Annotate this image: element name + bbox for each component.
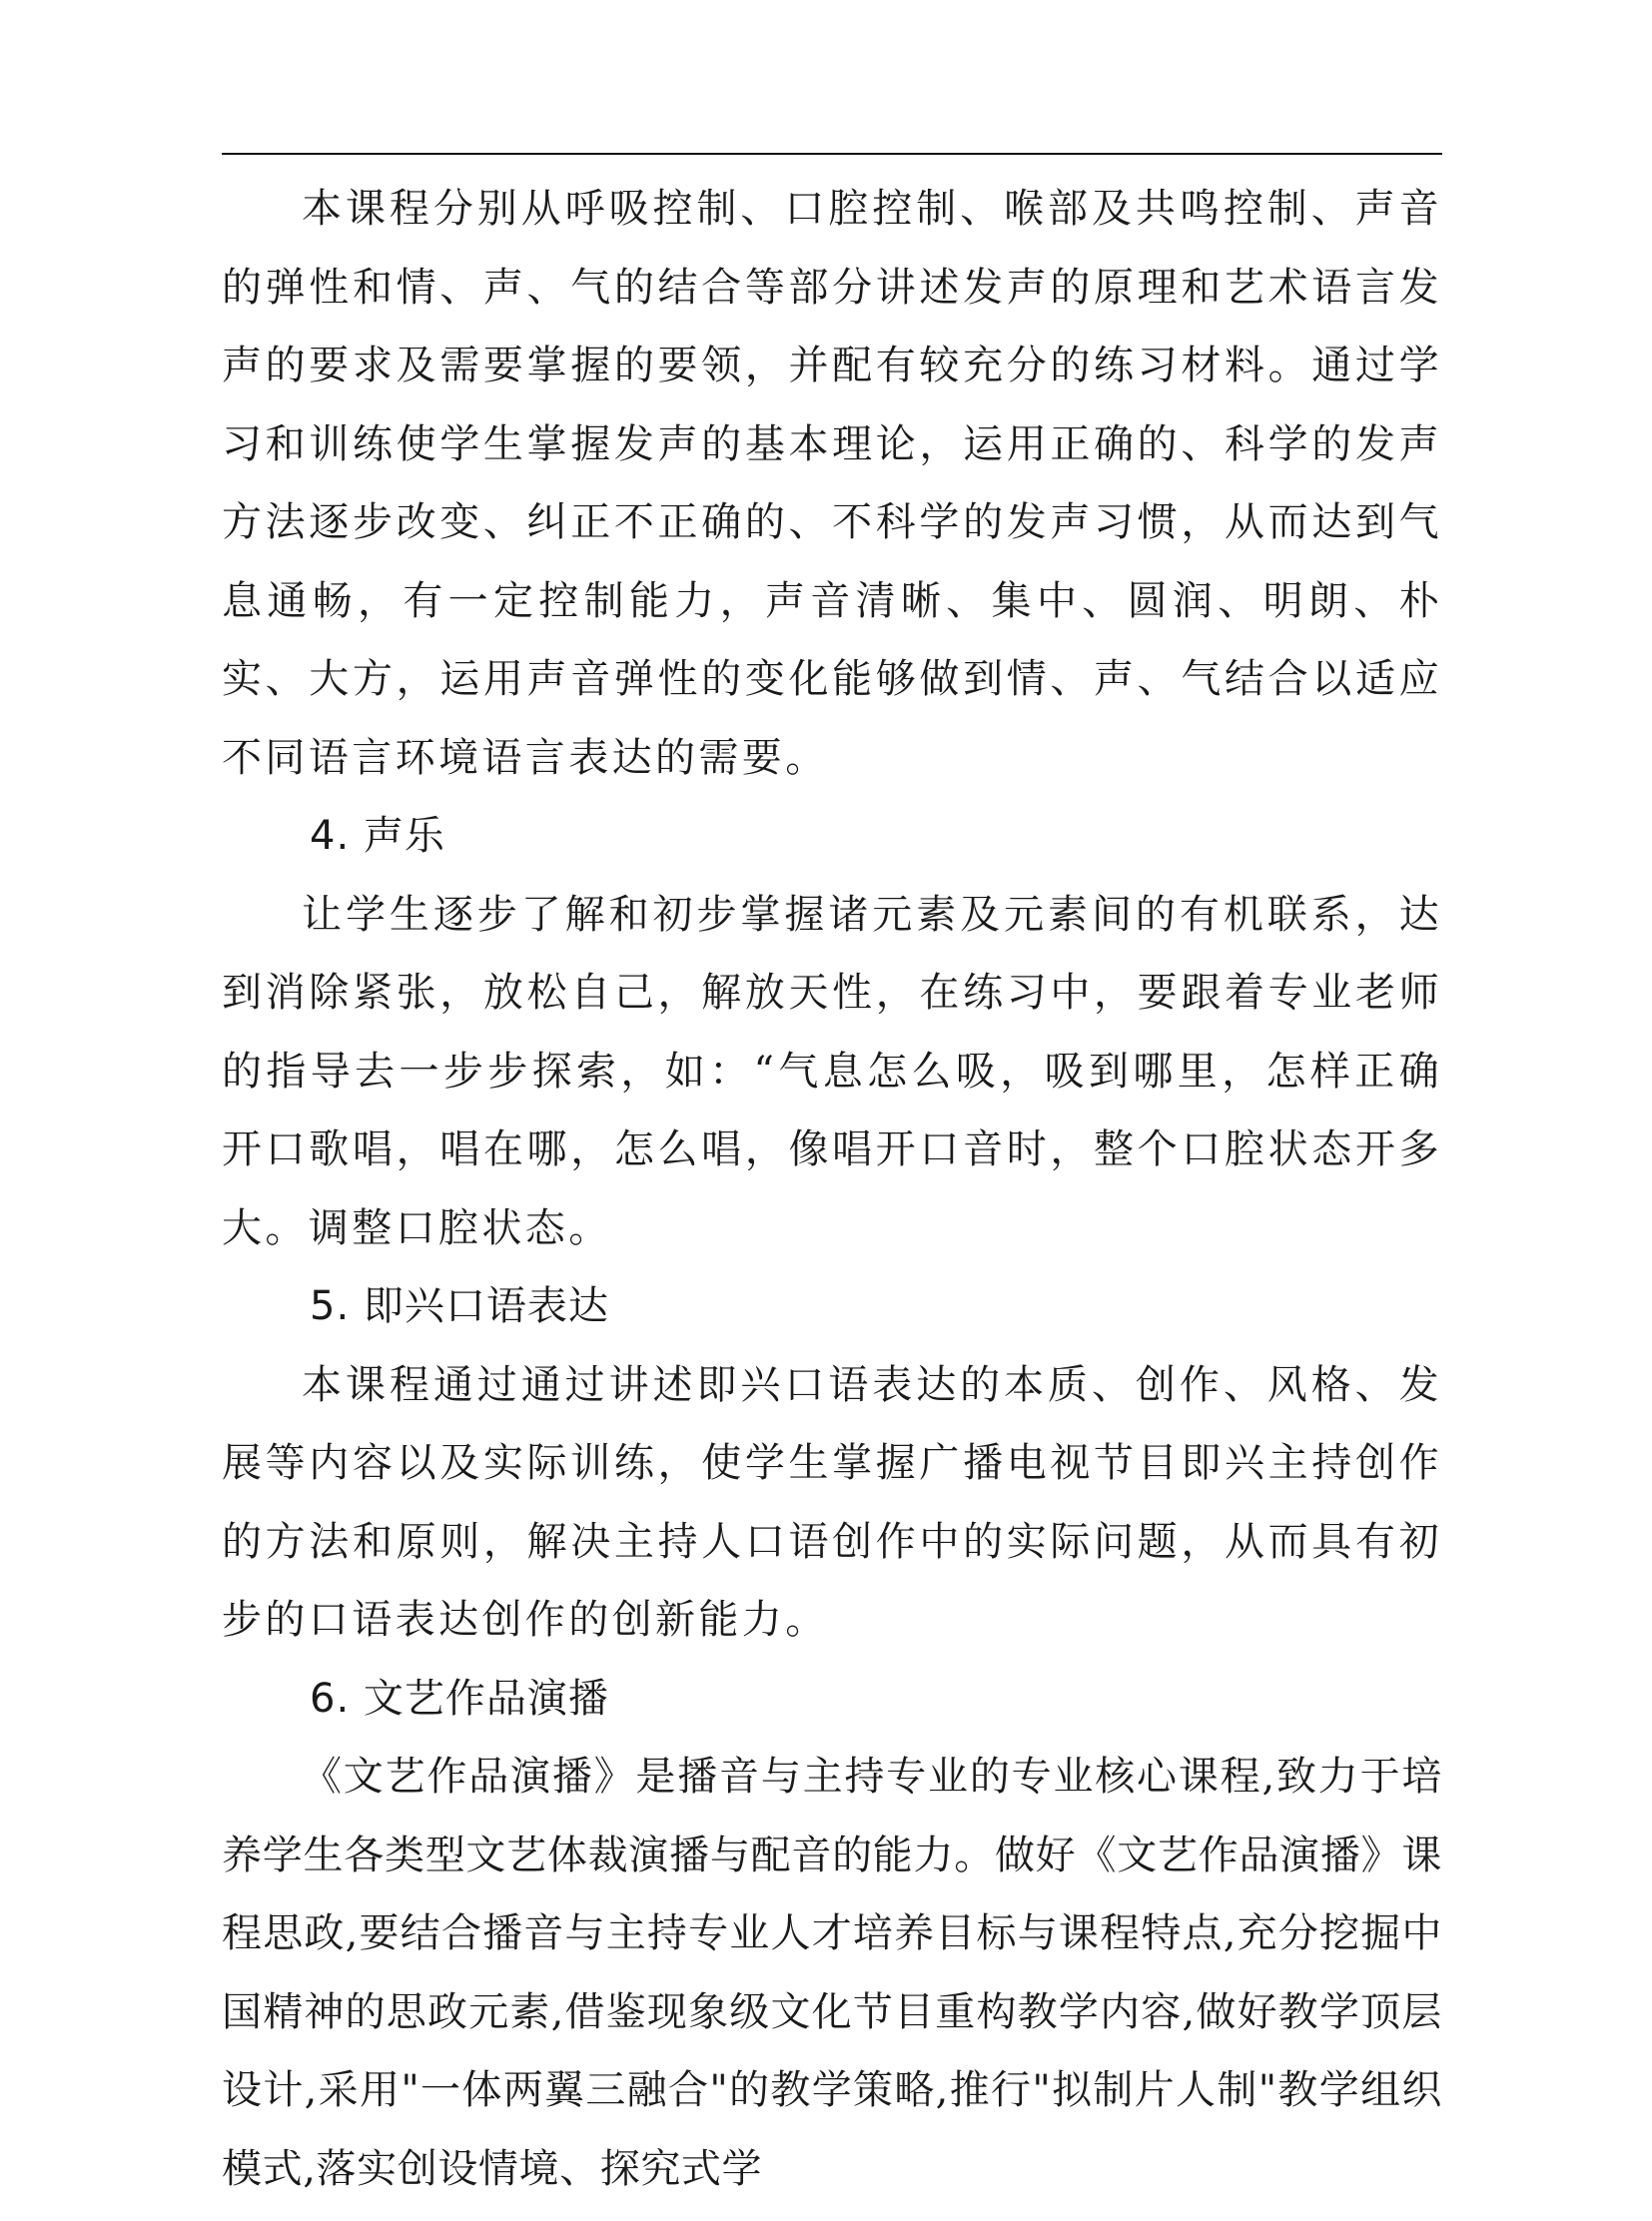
- document-body: [222, 170, 1442, 2208]
- heading-literary-performance: 6. 文艺作品演播: [310, 1675, 609, 1722]
- paragraph-vocal-music: 让学生逐步了解和初步掌握诸元素及元素间的有机联系，达到消除紧张，放松自己，解放天性，在练习中，要跟着专业老师的指导去一步步探索，如：“气息怎么吸，吸到哪里，怎样正确开口歌唱，唱在哪，怎么唱，像唱开口音时，整个口腔状态开多大。调整口腔状态。: [222, 891, 1442, 1251]
- paragraph-literary-performance: 《文艺作品演播》是播音与主持专业的专业核心课程,致力于培养学生各类型文艺体裁演播与配音的能力。做好《文艺作品演播》课程思政,要结合播音与主持专业人才培养目标与课程特点,充分挖掘中国精神的思政元素,借鉴现象级文化节目重构教学内容,做好教学顶层设计,采用"一体两翼三融合"的教学策略,推行"拟制片人制"教学组织模式,落实创设情境、探究式学: [222, 1754, 1442, 2192]
- paragraph-voice-training: 本课程分别从呼吸控制、口腔控制、喉部及共鸣控制、声音的弹性和情、声、气的结合等部分讲述发声的原理和艺术语言发声的要求及需要掌握的要领，并配有较充分的练习材料。通过学习和训练使学生掌握发声的基本理论，运用正确的、科学的发声方法逐步改变、纠正不正确的、不科学的发声习惯，从而达到气息通畅，有一定控制能力，声音清晰、集中、圆润、明朗、朴实、大方，运用声音弹性的变化能够做到情、声、气结合以适应不同语言环境语言表达的需要。: [222, 186, 1442, 781]
- header-rule: [222, 153, 1442, 155]
- paragraph-impromptu-speech: 本课程通过通过讲述即兴口语表达的本质、创作、风格、发展等内容以及实际训练，使学生掌握广播电视节目即兴主持创作的方法和原则，解决主持人口语创作中的实际问题，从而具有初步的口语表达创作的创新能力。: [222, 1361, 1442, 1643]
- heading-vocal-music: 4. 声乐: [310, 813, 445, 859]
- heading-impromptu-speech: 5. 即兴口语表达: [310, 1283, 609, 1329]
